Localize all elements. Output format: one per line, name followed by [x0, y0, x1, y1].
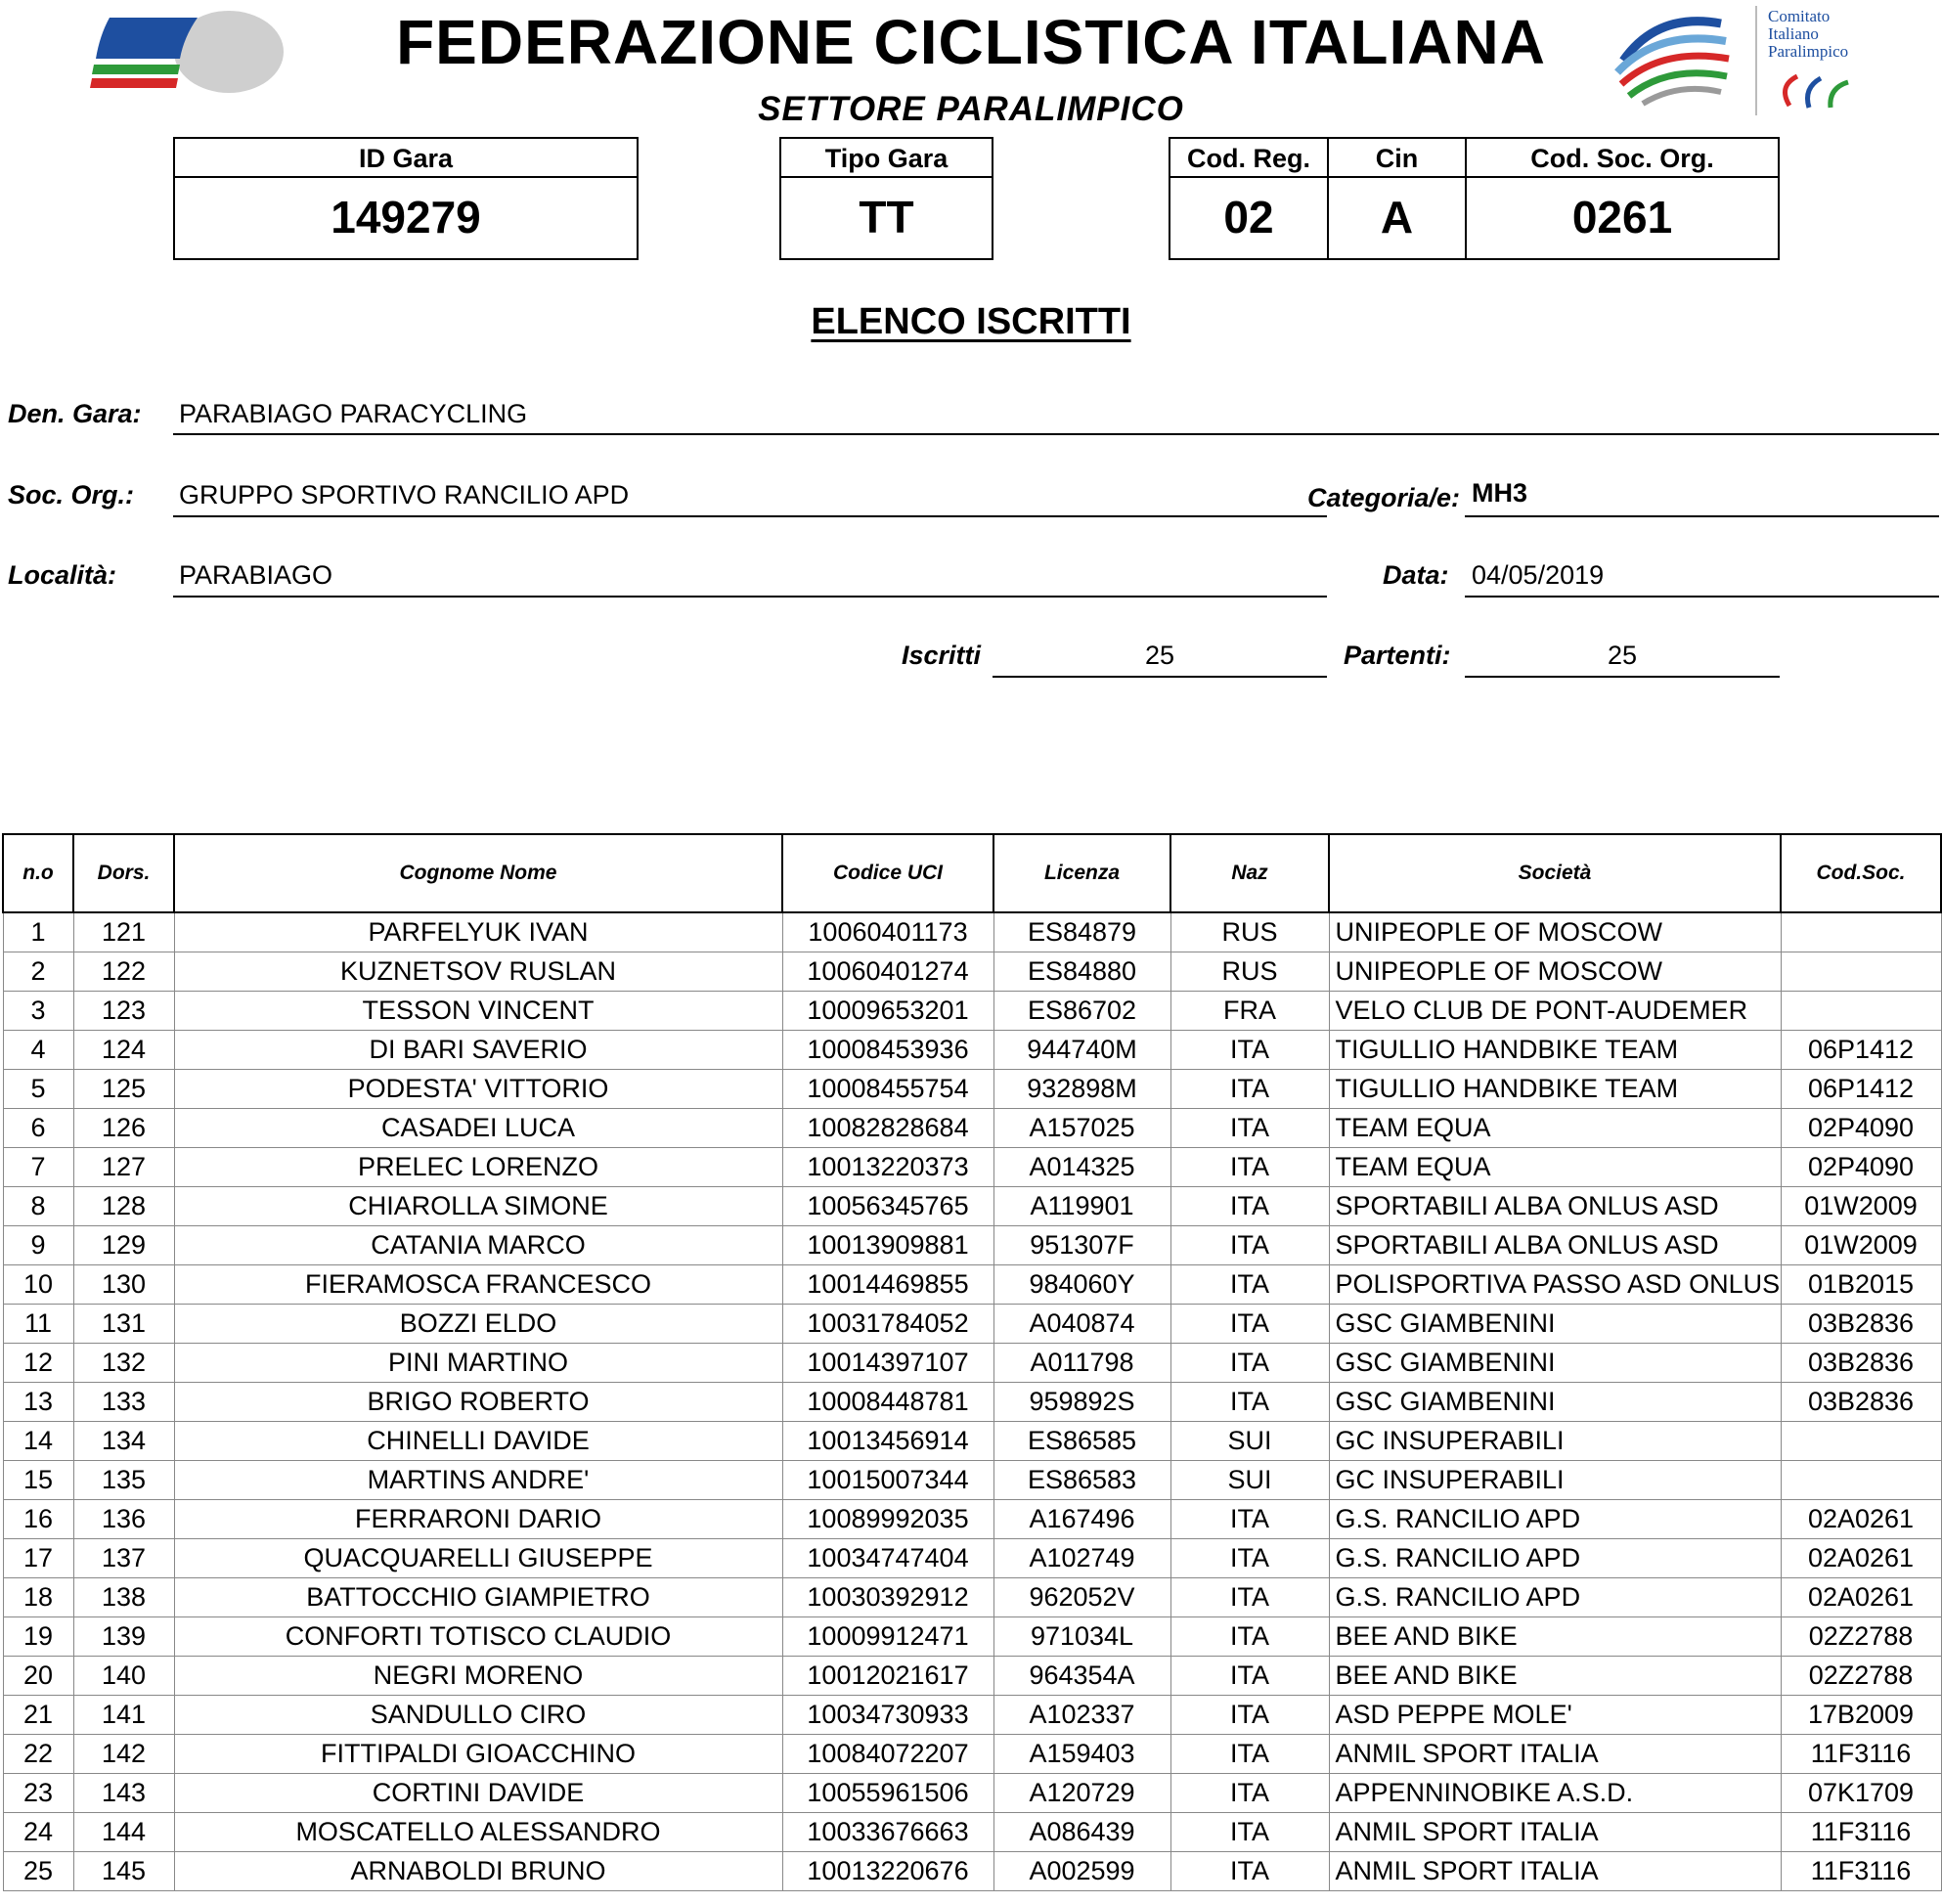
cell-dors: 121: [73, 912, 174, 952]
cell-n: 12: [3, 1344, 73, 1383]
col-header-cognome-nome: Cognome Nome: [174, 834, 782, 912]
cell-name: CASADEI LUCA: [174, 1109, 782, 1148]
table-body: [3, 912, 1941, 1891]
cell-cod-soc: 01W2009: [1781, 1226, 1941, 1265]
cell-licenza: A120729: [993, 1774, 1170, 1813]
table-row: [3, 1813, 1941, 1852]
cell-dors: 134: [73, 1422, 174, 1461]
cell-dors: 127: [73, 1148, 174, 1187]
table-row: [3, 1305, 1941, 1344]
cell-cod-soc: 11F3116: [1781, 1852, 1941, 1891]
cell-licenza: ES86583: [993, 1461, 1170, 1500]
cell-codice-uci: 10084072207: [782, 1735, 993, 1774]
cell-cod-soc: 02A0261: [1781, 1539, 1941, 1578]
cell-naz: ITA: [1170, 1735, 1329, 1774]
cell-n: 20: [3, 1657, 73, 1696]
cell-licenza: ES84880: [993, 952, 1170, 992]
cod-soc-org-label: Cod. Soc. Org.: [1467, 139, 1778, 178]
page-subtitle: SETTORE PARALIMPICO: [758, 90, 1184, 128]
cell-codice-uci: 10013909881: [782, 1226, 993, 1265]
cell-licenza: A102337: [993, 1696, 1170, 1735]
cell-licenza: 951307F: [993, 1226, 1170, 1265]
categoria-label: Categoria/e:: [1307, 483, 1461, 512]
cell-codice-uci: 10033676663: [782, 1813, 993, 1852]
soc-org-underline: [173, 515, 1327, 517]
cell-n: 16: [3, 1500, 73, 1539]
cell-codice-uci: 10015007344: [782, 1461, 993, 1500]
cell-dors: 139: [73, 1617, 174, 1657]
cip-logo-text: Comitato Italiano Paralimpico: [1768, 7, 1849, 61]
cell-dors: 137: [73, 1539, 174, 1578]
cell-societa: SPORTABILI ALBA ONLUS ASD: [1329, 1187, 1781, 1226]
cell-dors: 128: [73, 1187, 174, 1226]
cell-naz: ITA: [1170, 1578, 1329, 1617]
cell-licenza: A086439: [993, 1813, 1170, 1852]
cell-naz: ITA: [1170, 1383, 1329, 1422]
den-gara-value: PARABIAGO PARACYCLING: [179, 399, 528, 428]
cell-licenza: A167496: [993, 1500, 1170, 1539]
table-row: [3, 952, 1941, 992]
cell-codice-uci: 10014397107: [782, 1344, 993, 1383]
col-header-codice-uci: Codice UCI: [782, 834, 993, 912]
iscritti-label: Iscritti: [902, 641, 982, 670]
cell-societa: TEAM EQUA: [1329, 1148, 1781, 1187]
table-row: [3, 1852, 1941, 1891]
cell-n: 1: [3, 912, 73, 952]
cin-label: Cin: [1329, 139, 1465, 178]
cell-cod-soc: 01B2015: [1781, 1265, 1941, 1305]
col-header-societa: Società: [1329, 834, 1781, 912]
den-gara-label: Den. Gara:: [8, 399, 142, 428]
cell-naz: ITA: [1170, 1344, 1329, 1383]
table-row: [3, 1265, 1941, 1305]
cell-naz: ITA: [1170, 1226, 1329, 1265]
cell-name: CORTINI DAVIDE: [174, 1774, 782, 1813]
cell-dors: 136: [73, 1500, 174, 1539]
col-header-dors: Dors.: [73, 834, 174, 912]
id-gara-value: 149279: [331, 192, 481, 243]
cell-licenza: 932898M: [993, 1070, 1170, 1109]
cell-naz: ITA: [1170, 1031, 1329, 1070]
cell-n: 5: [3, 1070, 73, 1109]
cell-societa: ANMIL SPORT ITALIA: [1329, 1735, 1781, 1774]
cell-naz: ITA: [1170, 1852, 1329, 1891]
table-row: [3, 1148, 1941, 1187]
cell-name: PARFELYUK IVAN: [174, 912, 782, 952]
cell-name: BRIGO ROBERTO: [174, 1383, 782, 1422]
cell-name: FIERAMOSCA FRANCESCO: [174, 1265, 782, 1305]
col-header-n: n.o: [3, 834, 73, 912]
cin-value: A: [1380, 192, 1414, 243]
cell-n: 8: [3, 1187, 73, 1226]
cell-dors: 123: [73, 992, 174, 1031]
cell-naz: RUS: [1170, 952, 1329, 992]
section-heading-text: ELENCO ISCRITTI: [811, 301, 1131, 342]
table-row: [3, 1226, 1941, 1265]
cell-cod-soc: 11F3116: [1781, 1813, 1941, 1852]
cell-name: CONFORTI TOTISCO CLAUDIO: [174, 1617, 782, 1657]
cell-licenza: ES86702: [993, 992, 1170, 1031]
cell-name: SANDULLO CIRO: [174, 1696, 782, 1735]
cell-codice-uci: 10009912471: [782, 1617, 993, 1657]
cell-licenza: A119901: [993, 1187, 1170, 1226]
categoria-value: MH3: [1472, 478, 1528, 508]
cell-naz: SUI: [1170, 1422, 1329, 1461]
table-row: [3, 1187, 1941, 1226]
cell-societa: ANMIL SPORT ITALIA: [1329, 1852, 1781, 1891]
cell-name: PINI MARTINO: [174, 1344, 782, 1383]
cell-cod-soc: 03B2836: [1781, 1383, 1941, 1422]
cell-licenza: A011798: [993, 1344, 1170, 1383]
partenti-label: Partenti:: [1344, 641, 1451, 670]
tipo-gara-value: TT: [859, 192, 914, 243]
cell-codice-uci: 10056345765: [782, 1187, 993, 1226]
cell-dors: 141: [73, 1696, 174, 1735]
id-gara-label: ID Gara: [175, 139, 637, 178]
cod-reg-value: 02: [1223, 192, 1274, 243]
cell-licenza: A159403: [993, 1735, 1170, 1774]
cell-licenza: 971034L: [993, 1617, 1170, 1657]
cell-n: 23: [3, 1774, 73, 1813]
cell-name: QUACQUARELLI GIUSEPPE: [174, 1539, 782, 1578]
cell-licenza: 959892S: [993, 1383, 1170, 1422]
cell-name: CHINELLI DAVIDE: [174, 1422, 782, 1461]
cell-codice-uci: 10014469855: [782, 1265, 993, 1305]
col-header-naz: Naz: [1170, 834, 1329, 912]
cell-dors: 138: [73, 1578, 174, 1617]
den-gara-underline: [173, 433, 1939, 435]
cell-societa: UNIPEOPLE OF MOSCOW: [1329, 912, 1781, 952]
cell-n: 21: [3, 1696, 73, 1735]
cell-n: 17: [3, 1539, 73, 1578]
cell-codice-uci: 10013220373: [782, 1148, 993, 1187]
table-row: [3, 1070, 1941, 1109]
section-heading: [0, 301, 1942, 343]
cell-societa: APPENNINOBIKE A.S.D.: [1329, 1774, 1781, 1813]
col-header-licenza: Licenza: [993, 834, 1170, 912]
table-row: [3, 1774, 1941, 1813]
cell-n: 2: [3, 952, 73, 992]
cell-licenza: A157025: [993, 1109, 1170, 1148]
cod-soc-org-value: 0261: [1571, 192, 1673, 243]
table-row: [3, 1031, 1941, 1070]
cell-societa: GC INSUPERABILI: [1329, 1422, 1781, 1461]
cell-n: 18: [3, 1578, 73, 1617]
cell-n: 22: [3, 1735, 73, 1774]
cell-name: NEGRI MORENO: [174, 1657, 782, 1696]
cell-licenza: ES84879: [993, 912, 1170, 952]
id-gara-box: [173, 137, 639, 260]
cell-naz: FRA: [1170, 992, 1329, 1031]
table-row: [3, 1696, 1941, 1735]
table-row: [3, 1500, 1941, 1539]
cell-dors: 130: [73, 1265, 174, 1305]
cell-cod-soc: [1781, 1422, 1941, 1461]
cell-name: BOZZI ELDO: [174, 1305, 782, 1344]
cell-codice-uci: 10060401173: [782, 912, 993, 952]
cell-dors: 144: [73, 1813, 174, 1852]
cell-name: FERRARONI DARIO: [174, 1500, 782, 1539]
localita-underline: [173, 596, 1327, 598]
cell-dors: 124: [73, 1031, 174, 1070]
table-row: [3, 1383, 1941, 1422]
cell-codice-uci: 10012021617: [782, 1657, 993, 1696]
cell-name: TESSON VINCENT: [174, 992, 782, 1031]
cell-naz: ITA: [1170, 1070, 1329, 1109]
cell-naz: ITA: [1170, 1539, 1329, 1578]
cell-societa: UNIPEOPLE OF MOSCOW: [1329, 952, 1781, 992]
table-header-row: [3, 834, 1941, 912]
cell-name: FITTIPALDI GIOACCHINO: [174, 1735, 782, 1774]
cell-naz: ITA: [1170, 1617, 1329, 1657]
data-label: Data:: [1383, 560, 1449, 590]
cell-cod-soc: 07K1709: [1781, 1774, 1941, 1813]
cell-name: MOSCATELLO ALESSANDRO: [174, 1813, 782, 1852]
cell-societa: GSC GIAMBENINI: [1329, 1305, 1781, 1344]
cell-licenza: 962052V: [993, 1578, 1170, 1617]
cell-naz: ITA: [1170, 1774, 1329, 1813]
cell-dors: 143: [73, 1774, 174, 1813]
cell-dors: 133: [73, 1383, 174, 1422]
cell-dors: 135: [73, 1461, 174, 1500]
cell-naz: ITA: [1170, 1148, 1329, 1187]
cell-societa: BEE AND BIKE: [1329, 1617, 1781, 1657]
cell-licenza: ES86585: [993, 1422, 1170, 1461]
cell-societa: VELO CLUB DE PONT-AUDEMER: [1329, 992, 1781, 1031]
cell-naz: RUS: [1170, 912, 1329, 952]
cell-cod-soc: 11F3116: [1781, 1735, 1941, 1774]
cell-naz: ITA: [1170, 1265, 1329, 1305]
cell-licenza: A102749: [993, 1539, 1170, 1578]
localita-label: Località:: [8, 560, 117, 590]
cell-n: 15: [3, 1461, 73, 1500]
cell-n: 14: [3, 1422, 73, 1461]
cell-dors: 132: [73, 1344, 174, 1383]
tipo-gara-box: [779, 137, 993, 260]
table-row: [3, 1344, 1941, 1383]
cell-name: PODESTA' VITTORIO: [174, 1070, 782, 1109]
iscritti-underline: [993, 676, 1327, 678]
col-header-cod-soc: Cod.Soc.: [1781, 834, 1941, 912]
cell-licenza: A014325: [993, 1148, 1170, 1187]
cell-societa: TEAM EQUA: [1329, 1109, 1781, 1148]
cell-societa: SPORTABILI ALBA ONLUS ASD: [1329, 1226, 1781, 1265]
cell-dors: 129: [73, 1226, 174, 1265]
cell-naz: ITA: [1170, 1305, 1329, 1344]
cell-dors: 125: [73, 1070, 174, 1109]
table-row: [3, 1109, 1941, 1148]
partenti-underline: [1465, 676, 1780, 678]
cod-reg-label: Cod. Reg.: [1170, 139, 1327, 178]
cell-dors: 142: [73, 1735, 174, 1774]
cell-cod-soc: 17B2009: [1781, 1696, 1941, 1735]
table-row: [3, 912, 1941, 952]
table-row: [3, 1539, 1941, 1578]
cell-cod-soc: 02A0261: [1781, 1578, 1941, 1617]
cell-cod-soc: 02Z2788: [1781, 1617, 1941, 1657]
cell-name: MARTINS ANDRE': [174, 1461, 782, 1500]
cell-naz: ITA: [1170, 1657, 1329, 1696]
table-row: [3, 1578, 1941, 1617]
cell-societa: BEE AND BIKE: [1329, 1657, 1781, 1696]
cell-codice-uci: 10089992035: [782, 1500, 993, 1539]
cell-licenza: 944740M: [993, 1031, 1170, 1070]
cell-cod-soc: 02P4090: [1781, 1148, 1941, 1187]
cell-societa: TIGULLIO HANDBIKE TEAM: [1329, 1070, 1781, 1109]
table-row: [3, 1461, 1941, 1500]
cell-licenza: 984060Y: [993, 1265, 1170, 1305]
cell-codice-uci: 10013456914: [782, 1422, 993, 1461]
cell-dors: 140: [73, 1657, 174, 1696]
iscritti-value: 25: [1144, 641, 1175, 670]
cell-name: CATANIA MARCO: [174, 1226, 782, 1265]
cell-licenza: A040874: [993, 1305, 1170, 1344]
cell-n: 13: [3, 1383, 73, 1422]
cell-societa: GC INSUPERABILI: [1329, 1461, 1781, 1500]
cell-dors: 126: [73, 1109, 174, 1148]
cell-n: 24: [3, 1813, 73, 1852]
cell-licenza: 964354A: [993, 1657, 1170, 1696]
cell-n: 4: [3, 1031, 73, 1070]
cell-naz: ITA: [1170, 1500, 1329, 1539]
cell-n: 3: [3, 992, 73, 1031]
cell-societa: GSC GIAMBENINI: [1329, 1383, 1781, 1422]
cell-cod-soc: [1781, 912, 1941, 952]
cell-name: PRELEC LORENZO: [174, 1148, 782, 1187]
table-row: [3, 1735, 1941, 1774]
cell-dors: 131: [73, 1305, 174, 1344]
cell-name: BATTOCCHIO GIAMPIETRO: [174, 1578, 782, 1617]
cell-name: DI BARI SAVERIO: [174, 1031, 782, 1070]
table-row: [3, 992, 1941, 1031]
cell-naz: ITA: [1170, 1187, 1329, 1226]
cell-name: ARNABOLDI BRUNO: [174, 1852, 782, 1891]
cell-cod-soc: 03B2836: [1781, 1344, 1941, 1383]
categoria-underline: [1465, 515, 1939, 517]
soc-org-label: Soc. Org.:: [8, 480, 135, 509]
cell-n: 9: [3, 1226, 73, 1265]
cell-societa: ASD PEPPE MOLE': [1329, 1696, 1781, 1735]
data-value: 04/05/2019: [1472, 560, 1605, 590]
cell-codice-uci: 10082828684: [782, 1109, 993, 1148]
data-underline: [1465, 596, 1939, 598]
cell-n: 19: [3, 1617, 73, 1657]
codes-box: [1169, 137, 1780, 260]
cell-societa: GSC GIAMBENINI: [1329, 1344, 1781, 1383]
cell-name: KUZNETSOV RUSLAN: [174, 952, 782, 992]
cell-naz: SUI: [1170, 1461, 1329, 1500]
table-row: [3, 1657, 1941, 1696]
cell-n: 6: [3, 1109, 73, 1148]
cell-n: 7: [3, 1148, 73, 1187]
cell-cod-soc: 06P1412: [1781, 1070, 1941, 1109]
cell-cod-soc: 06P1412: [1781, 1031, 1941, 1070]
cell-codice-uci: 10055961506: [782, 1774, 993, 1813]
cell-codice-uci: 10030392912: [782, 1578, 993, 1617]
cell-codice-uci: 10031784052: [782, 1305, 993, 1344]
cell-n: 25: [3, 1852, 73, 1891]
cell-societa: ANMIL SPORT ITALIA: [1329, 1813, 1781, 1852]
cell-codice-uci: 10008453936: [782, 1031, 993, 1070]
cell-naz: ITA: [1170, 1813, 1329, 1852]
cell-cod-soc: 02A0261: [1781, 1500, 1941, 1539]
cell-codice-uci: 10009653201: [782, 992, 993, 1031]
tipo-gara-label: Tipo Gara: [781, 139, 992, 178]
cell-societa: POLISPORTIVA PASSO ASD ONLUS: [1329, 1265, 1781, 1305]
cell-licenza: A002599: [993, 1852, 1170, 1891]
cell-societa: G.S. RANCILIO APD: [1329, 1500, 1781, 1539]
cell-cod-soc: 02Z2788: [1781, 1657, 1941, 1696]
cell-codice-uci: 10008455754: [782, 1070, 993, 1109]
cell-dors: 122: [73, 952, 174, 992]
entries-table: [2, 833, 1942, 1891]
cell-cod-soc: [1781, 952, 1941, 992]
localita-value: PARABIAGO: [179, 560, 333, 590]
cell-codice-uci: 10034747404: [782, 1539, 993, 1578]
cell-cod-soc: [1781, 992, 1941, 1031]
cell-societa: G.S. RANCILIO APD: [1329, 1539, 1781, 1578]
cell-codice-uci: 10034730933: [782, 1696, 993, 1735]
cell-codice-uci: 10008448781: [782, 1383, 993, 1422]
cell-codice-uci: 10013220676: [782, 1852, 993, 1891]
partenti-value: 25: [1607, 641, 1638, 670]
cell-n: 11: [3, 1305, 73, 1344]
table-row: [3, 1422, 1941, 1461]
soc-org-value: GRUPPO SPORTIVO RANCILIO APD: [179, 480, 630, 509]
cell-societa: TIGULLIO HANDBIKE TEAM: [1329, 1031, 1781, 1070]
cell-cod-soc: 01W2009: [1781, 1187, 1941, 1226]
cell-name: CHIAROLLA SIMONE: [174, 1187, 782, 1226]
cell-naz: ITA: [1170, 1696, 1329, 1735]
cell-cod-soc: 03B2836: [1781, 1305, 1941, 1344]
cell-codice-uci: 10060401274: [782, 952, 993, 992]
cell-n: 10: [3, 1265, 73, 1305]
table-row: [3, 1617, 1941, 1657]
cell-cod-soc: [1781, 1461, 1941, 1500]
cell-naz: ITA: [1170, 1109, 1329, 1148]
page-title: FEDERAZIONE CICLISTICA ITALIANA: [396, 7, 1546, 77]
cell-cod-soc: 02P4090: [1781, 1109, 1941, 1148]
cell-dors: 145: [73, 1852, 174, 1891]
cell-societa: G.S. RANCILIO APD: [1329, 1578, 1781, 1617]
